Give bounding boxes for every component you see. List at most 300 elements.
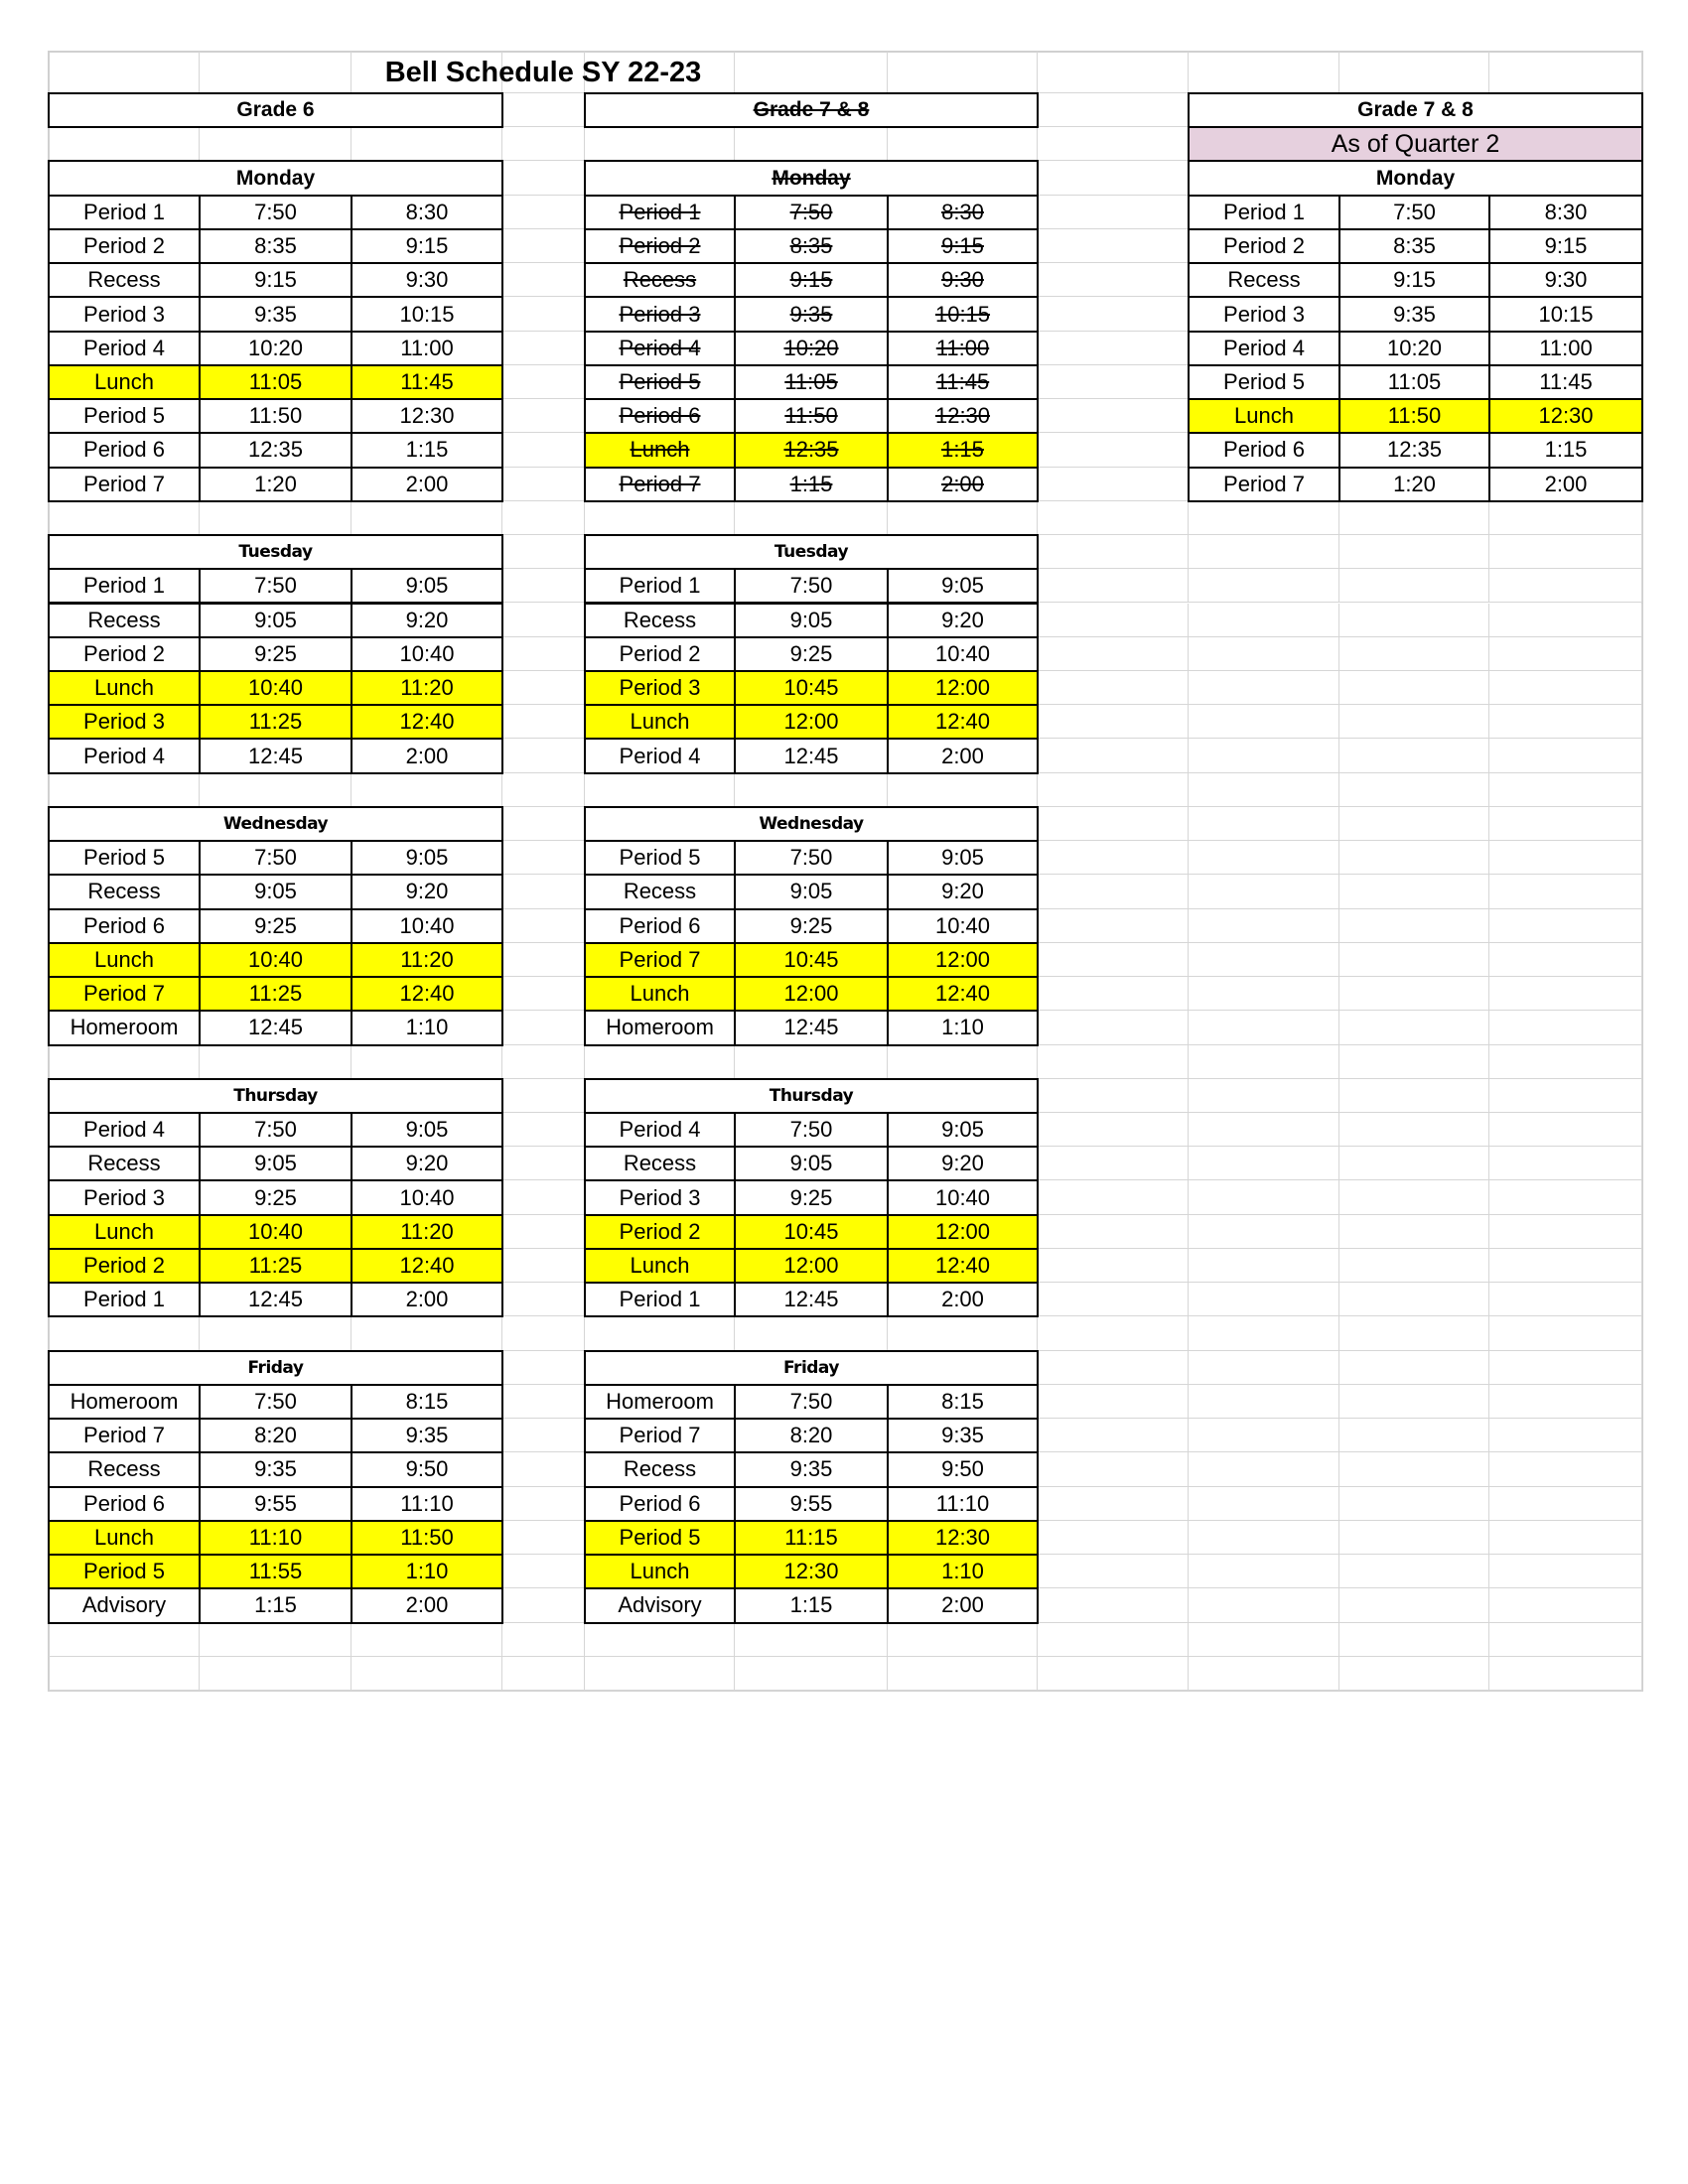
period-name-cell: Lunch: [584, 1248, 736, 1284]
grid-cell: [1038, 909, 1189, 943]
grid-cell: [352, 1045, 502, 1079]
end-time-cell: 9:30: [351, 262, 503, 298]
period-name-cell: Period 6: [48, 908, 201, 944]
grid-cell: [1339, 604, 1489, 637]
period-name-cell: Period 7: [584, 1418, 736, 1453]
end-time-cell: 10:15: [1488, 296, 1643, 332]
period-name-cell: Period 5: [48, 1554, 201, 1589]
end-time-cell: 9:05: [887, 840, 1039, 876]
grid-cell: [1339, 1487, 1489, 1521]
grid-cell: [1189, 1316, 1339, 1350]
grid-cell: [735, 127, 888, 161]
grid-cell: [502, 433, 585, 467]
end-time-cell: 1:10: [887, 1010, 1039, 1045]
grid-cell: [502, 1079, 585, 1113]
start-time-cell: 11:55: [199, 1554, 352, 1589]
start-time-cell: 9:25: [734, 1179, 889, 1215]
start-time-cell: 9:25: [199, 1179, 352, 1215]
end-time-cell: 9:15: [887, 228, 1039, 264]
grid-cell: [352, 773, 502, 807]
grid-cell: [1339, 1180, 1489, 1214]
grid-cell: [1038, 1419, 1189, 1452]
grid-cell: [200, 773, 352, 807]
grade-header: Grade 7 & 8: [1188, 92, 1643, 128]
period-name-cell: Period 6: [48, 432, 201, 468]
grid-cell: [1038, 196, 1189, 229]
end-time-cell: 11:00: [887, 331, 1039, 366]
period-name-cell: Homeroom: [48, 1384, 201, 1420]
grid-cell: [1189, 1249, 1339, 1283]
grid-cell: [1189, 637, 1339, 671]
end-time-cell: 2:00: [351, 1587, 503, 1623]
end-time-cell: 11:20: [351, 942, 503, 978]
end-time-cell: 12:40: [351, 704, 503, 740]
period-name-cell: Recess: [48, 874, 201, 909]
grid-cell: [200, 1657, 352, 1691]
grid-cell: [502, 229, 585, 263]
period-name-cell: Period 2: [1188, 228, 1340, 264]
end-time-cell: 12:40: [887, 976, 1039, 1012]
grid-cell: [1489, 1180, 1642, 1214]
period-name-cell: Period 5: [48, 398, 201, 434]
grid-cell: [1038, 1452, 1189, 1486]
end-time-cell: 10:15: [351, 296, 503, 332]
grid-cell: [735, 1045, 888, 1079]
start-time-cell: 9:25: [199, 908, 352, 944]
start-time-cell: 9:15: [199, 262, 352, 298]
start-time-cell: 7:50: [734, 195, 889, 230]
start-time-cell: 11:05: [199, 364, 352, 400]
start-time-cell: 1:15: [734, 467, 889, 502]
grid-cell: [1038, 1113, 1189, 1147]
start-time-cell: 7:50: [734, 1384, 889, 1420]
period-name-cell: Advisory: [48, 1587, 201, 1623]
end-time-cell: 11:45: [1488, 364, 1643, 400]
start-time-cell: 8:35: [734, 228, 889, 264]
grid-cell: [1339, 52, 1489, 93]
day-header-monday: Monday: [1188, 160, 1643, 196]
grid-cell: [585, 1045, 735, 1079]
end-time-cell: 9:05: [887, 1112, 1039, 1148]
start-time-cell: 12:00: [734, 1248, 889, 1284]
start-time-cell: 10:45: [734, 942, 889, 978]
start-time-cell: 9:15: [1338, 262, 1490, 298]
period-name-cell: Homeroom: [584, 1010, 736, 1045]
grid-cell: [502, 1283, 585, 1316]
start-time-cell: 12:45: [199, 738, 352, 773]
grid-cell: [1489, 1113, 1642, 1147]
period-name-cell: Period 1: [584, 568, 736, 604]
start-time-cell: 1:20: [1338, 467, 1490, 502]
start-time-cell: 9:05: [199, 874, 352, 909]
grid-cell: [1489, 773, 1642, 807]
grid-cell: [502, 977, 585, 1011]
grid-cell: [888, 127, 1038, 161]
grid-cell: [1489, 569, 1642, 603]
grid-cell: [1038, 807, 1189, 841]
grid-cell: [502, 468, 585, 501]
grid-cell: [1038, 875, 1189, 908]
end-time-cell: 2:00: [887, 1282, 1039, 1317]
start-time-cell: 8:35: [199, 228, 352, 264]
end-time-cell: 8:30: [351, 195, 503, 230]
grid-cell: [1189, 739, 1339, 772]
grid-cell: [1189, 1521, 1339, 1555]
grid-cell: [1038, 1588, 1189, 1622]
grid-cell: [49, 501, 200, 535]
grid-cell: [1339, 739, 1489, 772]
period-name-cell: Lunch: [48, 942, 201, 978]
period-name-cell: Recess: [48, 262, 201, 298]
grid-cell: [502, 637, 585, 671]
grid-cell: [1038, 399, 1189, 433]
period-name-cell: Recess: [584, 874, 736, 909]
start-time-cell: 9:25: [734, 908, 889, 944]
grid-cell: [888, 1316, 1038, 1350]
grid-cell: [1489, 1316, 1642, 1350]
grid-cell: [200, 127, 352, 161]
end-time-cell: 9:30: [887, 262, 1039, 298]
start-time-cell: 11:05: [734, 364, 889, 400]
start-time-cell: 9:35: [1338, 296, 1490, 332]
grid-cell: [502, 1521, 585, 1555]
period-name-cell: Period 2: [48, 228, 201, 264]
grid-cell: [1038, 604, 1189, 637]
grid-cell: [502, 604, 585, 637]
end-time-cell: 8:30: [887, 195, 1039, 230]
grid-cell: [502, 1180, 585, 1214]
start-time-cell: 11:05: [1338, 364, 1490, 400]
grid-cell: [1339, 1623, 1489, 1657]
grid-cell: [1038, 739, 1189, 772]
grid-cell: [502, 1113, 585, 1147]
end-time-cell: 8:30: [1488, 195, 1643, 230]
grid-cell: [1489, 52, 1642, 93]
start-time-cell: 9:35: [199, 296, 352, 332]
grid-cell: [502, 365, 585, 399]
end-time-cell: 11:10: [887, 1486, 1039, 1522]
period-name-cell: Period 4: [584, 738, 736, 773]
grid-cell: [352, 1623, 502, 1657]
period-name-cell: Period 3: [48, 296, 201, 332]
grid-cell: [1489, 1657, 1642, 1691]
start-time-cell: 11:50: [734, 398, 889, 434]
grid-cell: [585, 1316, 735, 1350]
grid-cell: [352, 1316, 502, 1350]
start-time-cell: 12:45: [734, 1010, 889, 1045]
grid-cell: [502, 1487, 585, 1521]
period-name-cell: Lunch: [48, 670, 201, 706]
grid-cell: [1339, 1011, 1489, 1044]
day-header-monday: Monday: [584, 160, 1039, 196]
period-name-cell: Recess: [584, 262, 736, 298]
start-time-cell: 12:00: [734, 704, 889, 740]
end-time-cell: 10:40: [351, 1179, 503, 1215]
end-time-cell: 12:30: [887, 1520, 1039, 1556]
grid-cell: [502, 501, 585, 535]
period-name-cell: Period 2: [584, 636, 736, 672]
start-time-cell: 9:05: [734, 874, 889, 909]
grid-cell: [1339, 977, 1489, 1011]
grid-cell: [1189, 1079, 1339, 1113]
start-time-cell: 12:45: [199, 1282, 352, 1317]
end-time-cell: 8:15: [351, 1384, 503, 1420]
grid-cell: [1189, 1147, 1339, 1180]
period-name-cell: Period 1: [48, 568, 201, 604]
grid-cell: [200, 1045, 352, 1079]
grid-cell: [502, 1623, 585, 1657]
start-time-cell: 9:15: [734, 262, 889, 298]
period-name-cell: Period 3: [48, 1179, 201, 1215]
start-time-cell: 12:35: [199, 432, 352, 468]
end-time-cell: 9:20: [887, 603, 1039, 638]
end-time-cell: 9:50: [887, 1451, 1039, 1487]
period-name-cell: Period 4: [48, 1112, 201, 1148]
end-time-cell: 10:40: [887, 908, 1039, 944]
grid-cell: [49, 127, 200, 161]
period-name-cell: Recess: [584, 1451, 736, 1487]
grid-cell: [502, 1555, 585, 1588]
grid-cell: [1489, 943, 1642, 977]
grid-cell: [1489, 841, 1642, 875]
end-time-cell: 11:45: [351, 364, 503, 400]
start-time-cell: 9:05: [734, 1146, 889, 1181]
grid-cell: [1189, 1385, 1339, 1419]
day-header-thursday: Thursday: [48, 1078, 503, 1114]
period-name-cell: Period 3: [584, 1179, 736, 1215]
period-name-cell: Period 7: [48, 976, 201, 1012]
grid-cell: [1038, 1079, 1189, 1113]
start-time-cell: 1:15: [734, 1587, 889, 1623]
period-name-cell: Recess: [48, 1451, 201, 1487]
grid-cell: [585, 127, 735, 161]
grid-cell: [1489, 1045, 1642, 1079]
grid-cell: [1038, 1215, 1189, 1249]
quarter-banner: As of Quarter 2: [1188, 126, 1643, 162]
grid-cell: [1339, 1588, 1489, 1622]
end-time-cell: 2:00: [351, 1282, 503, 1317]
grid-cell: [1038, 1249, 1189, 1283]
grid-cell: [1038, 977, 1189, 1011]
period-name-cell: Advisory: [584, 1587, 736, 1623]
period-name-cell: Recess: [48, 1146, 201, 1181]
grid-cell: [1038, 1555, 1189, 1588]
grid-cell: [1189, 1113, 1339, 1147]
grid-cell: [1339, 705, 1489, 739]
start-time-cell: 10:20: [199, 331, 352, 366]
start-time-cell: 12:45: [734, 1282, 889, 1317]
period-name-cell: Homeroom: [584, 1384, 736, 1420]
end-time-cell: 9:15: [1488, 228, 1643, 264]
end-time-cell: 11:00: [351, 331, 503, 366]
grid-cell: [502, 161, 585, 195]
grid-cell: [352, 127, 502, 161]
start-time-cell: 7:50: [1338, 195, 1490, 230]
grid-cell: [1339, 1657, 1489, 1691]
period-name-cell: Recess: [584, 603, 736, 638]
grid-cell: [1189, 909, 1339, 943]
start-time-cell: 10:45: [734, 670, 889, 706]
end-time-cell: 2:00: [351, 467, 503, 502]
start-time-cell: 10:20: [1338, 331, 1490, 366]
grid-cell: [1339, 1521, 1489, 1555]
start-time-cell: 9:35: [734, 296, 889, 332]
grid-cell: [1339, 1419, 1489, 1452]
grid-cell: [502, 1588, 585, 1622]
end-time-cell: 12:30: [351, 398, 503, 434]
grid-cell: [502, 773, 585, 807]
end-time-cell: 11:20: [351, 1214, 503, 1250]
start-time-cell: 11:10: [199, 1520, 352, 1556]
end-time-cell: 2:00: [887, 1587, 1039, 1623]
grid-cell: [200, 1623, 352, 1657]
grid-cell: [1339, 671, 1489, 705]
period-name-cell: Period 7: [584, 467, 736, 502]
page-title: Bell Schedule SY 22-23: [384, 56, 702, 88]
day-header-wednesday: Wednesday: [48, 806, 503, 842]
period-name-cell: Period 3: [48, 704, 201, 740]
period-name-cell: Period 5: [584, 840, 736, 876]
grid-cell: [1339, 1555, 1489, 1588]
start-time-cell: 9:35: [734, 1451, 889, 1487]
end-time-cell: 9:35: [351, 1418, 503, 1453]
end-time-cell: 9:30: [1488, 262, 1643, 298]
grid-cell: [49, 1657, 200, 1691]
grid-cell: [502, 127, 585, 161]
grid-cell: [1339, 1215, 1489, 1249]
grid-cell: [1339, 875, 1489, 908]
grid-cell: [1038, 1657, 1189, 1691]
start-time-cell: 1:20: [199, 467, 352, 502]
end-time-cell: 10:40: [887, 636, 1039, 672]
grid-cell: [1489, 1283, 1642, 1316]
grid-cell: [502, 671, 585, 705]
grid-cell: [1339, 1283, 1489, 1316]
period-name-cell: Period 1: [48, 195, 201, 230]
end-time-cell: 9:05: [351, 840, 503, 876]
grid-cell: [1339, 1316, 1489, 1350]
grid-cell: [502, 399, 585, 433]
grid-cell: [502, 297, 585, 331]
start-time-cell: 9:35: [199, 1451, 352, 1487]
period-name-cell: Period 3: [584, 670, 736, 706]
grid-cell: [1489, 1452, 1642, 1486]
day-header-monday: Monday: [48, 160, 503, 196]
grid-cell: [1489, 1079, 1642, 1113]
period-name-cell: Recess: [1188, 262, 1340, 298]
period-name-cell: Period 6: [584, 398, 736, 434]
grid-cell: [1189, 943, 1339, 977]
period-name-cell: Homeroom: [48, 1010, 201, 1045]
grid-cell: [502, 1657, 585, 1691]
end-time-cell: 11:00: [1488, 331, 1643, 366]
end-time-cell: 1:10: [351, 1554, 503, 1589]
grid-cell: [1038, 841, 1189, 875]
start-time-cell: 7:50: [734, 840, 889, 876]
grid-cell: [352, 1657, 502, 1691]
end-time-cell: 9:50: [351, 1451, 503, 1487]
grid-cell: [585, 501, 735, 535]
start-time-cell: 7:50: [199, 1112, 352, 1148]
period-name-cell: Period 2: [584, 228, 736, 264]
grid-cell: [502, 943, 585, 977]
grid-cell: [1038, 161, 1189, 195]
grid-cell: [502, 705, 585, 739]
grid-cell: [502, 1316, 585, 1350]
grid-cell: [1038, 1180, 1189, 1214]
grid-cell: [735, 1623, 888, 1657]
end-time-cell: 1:10: [351, 1010, 503, 1045]
grid-cell: [1189, 1588, 1339, 1622]
period-name-cell: Period 4: [1188, 331, 1340, 366]
grid-cell: [49, 1045, 200, 1079]
grid-cell: [502, 1452, 585, 1486]
grid-cell: [888, 1623, 1038, 1657]
start-time-cell: 10:40: [199, 670, 352, 706]
period-name-cell: Period 1: [584, 1282, 736, 1317]
end-time-cell: 12:40: [887, 704, 1039, 740]
grid-cell: [1489, 807, 1642, 841]
grid-cell: [502, 332, 585, 365]
period-name-cell: Period 1: [48, 1282, 201, 1317]
grid-cell: [1038, 1316, 1189, 1350]
grid-cell: [1038, 433, 1189, 467]
period-name-cell: Period 1: [584, 195, 736, 230]
grid-cell: [1038, 468, 1189, 501]
grid-cell: [502, 841, 585, 875]
day-header-friday: Friday: [584, 1350, 1039, 1386]
period-name-cell: Lunch: [584, 704, 736, 740]
grid-cell: [1038, 1351, 1189, 1385]
grid-cell: [200, 501, 352, 535]
grid-cell: [1189, 604, 1339, 637]
day-header-thursday: Thursday: [584, 1078, 1039, 1114]
grid-cell: [1489, 705, 1642, 739]
grid-cell: [1189, 1487, 1339, 1521]
grid-cell: [1189, 807, 1339, 841]
end-time-cell: 9:05: [351, 568, 503, 604]
end-time-cell: 2:00: [887, 738, 1039, 773]
period-name-cell: Lunch: [584, 432, 736, 468]
end-time-cell: 1:15: [351, 432, 503, 468]
start-time-cell: 9:05: [199, 1146, 352, 1181]
start-time-cell: 9:05: [199, 603, 352, 638]
start-time-cell: 10:20: [734, 331, 889, 366]
start-time-cell: 9:55: [734, 1486, 889, 1522]
end-time-cell: 10:40: [351, 908, 503, 944]
start-time-cell: 11:25: [199, 704, 352, 740]
end-time-cell: 1:15: [887, 432, 1039, 468]
grid-cell: [1189, 977, 1339, 1011]
grid-cell: [1339, 773, 1489, 807]
end-time-cell: 11:50: [351, 1520, 503, 1556]
start-time-cell: 7:50: [199, 195, 352, 230]
grid-cell: [1189, 1351, 1339, 1385]
grid-cell: [1339, 943, 1489, 977]
period-name-cell: Lunch: [48, 1520, 201, 1556]
grid-cell: [502, 1147, 585, 1180]
grid-cell: [1038, 943, 1189, 977]
grid-cell: [888, 773, 1038, 807]
start-time-cell: 7:50: [199, 568, 352, 604]
grid-cell: [200, 1316, 352, 1350]
grid-cell: [502, 807, 585, 841]
grid-cell: [502, 875, 585, 908]
grid-cell: [888, 501, 1038, 535]
grid-cell: [735, 773, 888, 807]
end-time-cell: 9:20: [351, 603, 503, 638]
grid-cell: [49, 773, 200, 807]
